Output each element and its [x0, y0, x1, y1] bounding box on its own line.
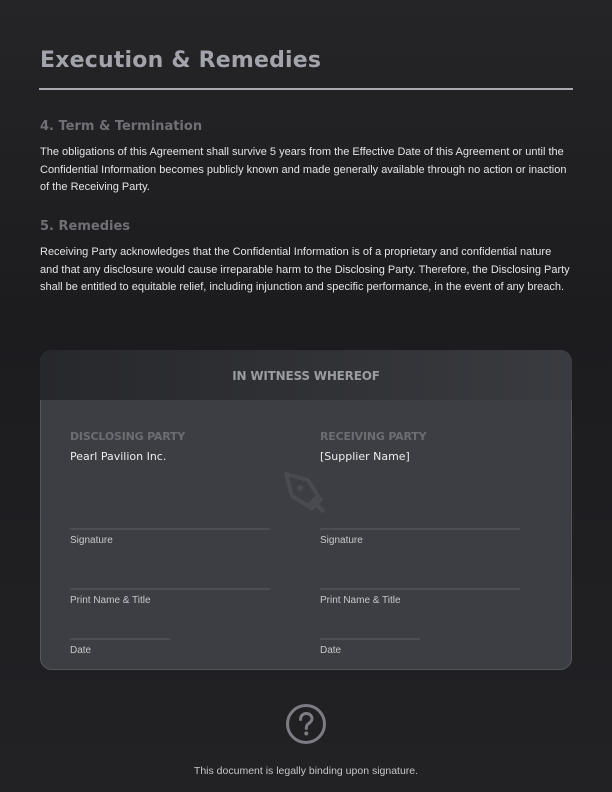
print-name-title-label: Print Name & Title [70, 595, 151, 606]
signature-block [40, 350, 572, 670]
legal-notice: This document is legally binding upon signature. [193, 765, 419, 777]
section-heading-remedies: 5. Remedies [40, 219, 131, 234]
signature-label: Signature [320, 535, 363, 546]
signature-block-title: IN WITNESS WHEREOF [232, 369, 380, 383]
receiving-party [320, 430, 520, 656]
question-circle-icon [284, 702, 328, 746]
party-label: RECEIVING PARTY [320, 430, 427, 443]
date-line[interactable] [320, 638, 420, 640]
section-body-term: The obligations of this Agreement shall survive 5 years from the Effective Date of this Agreement or until the Confidential Information becomes publicly known and made generally available through no action or inaction of the Receiving Party. [40, 146, 567, 193]
print-name-title-line[interactable] [70, 588, 270, 590]
date-line[interactable] [70, 638, 170, 640]
section-heading-term: 4. Term & Termination [40, 119, 203, 134]
print-name-title-label: Print Name & Title [320, 595, 401, 606]
date-label: Date [320, 645, 342, 656]
party-name: Pearl Pavilion Inc. [70, 450, 167, 463]
footer [0, 702, 612, 777]
signature-line[interactable] [320, 528, 520, 530]
party-name: [Supplier Name] [320, 450, 410, 463]
print-name-title-line[interactable] [320, 588, 520, 590]
signature-line[interactable] [70, 528, 270, 530]
signature-block-header [40, 350, 572, 400]
page-title: Execution & Remedies [40, 48, 322, 73]
disclosing-party [70, 430, 270, 656]
title-divider [39, 88, 573, 90]
date-label: Date [70, 645, 92, 656]
signature-label: Signature [70, 535, 113, 546]
party-label: DISCLOSING PARTY [70, 430, 186, 443]
section-body-remedies: Receiving Party acknowledges that the Confidential Information is of a proprietary and confidential nature and that any disclosure would cause irreparable harm to the Disclosing Party. Therefore, the Disclosing Party shall be entitled to equitable relief, including injunction and specific performance, in the event of any breach. [40, 246, 570, 293]
pen-nib-icon [280, 468, 330, 518]
